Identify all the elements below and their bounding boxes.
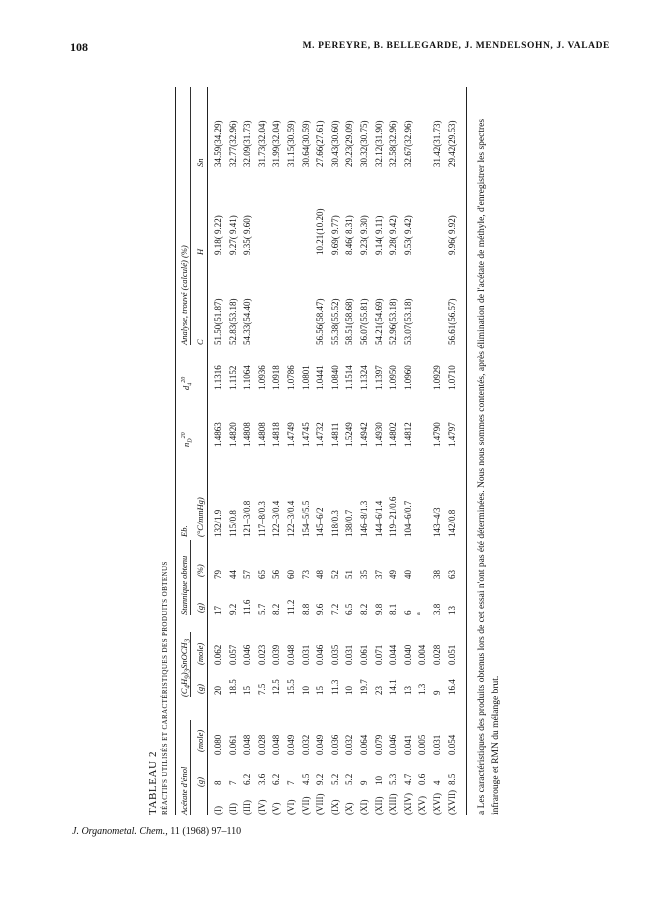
cell-stannique-pct: 52 bbox=[329, 570, 340, 579]
cell-d4: 1.0710 bbox=[446, 365, 457, 390]
header-stannique-pct: (%) bbox=[195, 564, 205, 577]
journal-name: J. Organometal. Chem., bbox=[72, 826, 168, 837]
cell-stannique-g: 5.7 bbox=[256, 603, 267, 615]
cell-anal-h: 9.23( 9.30) bbox=[359, 215, 369, 255]
cell-stannique-g: 11.6 bbox=[242, 599, 253, 615]
cell-tin-g: 14.1 bbox=[388, 679, 399, 695]
cell-acetate-g: 9 bbox=[359, 780, 369, 785]
cell-tin-g: 1.3 bbox=[417, 683, 428, 695]
cell-eb: 117–8/0.3 bbox=[256, 501, 267, 537]
cell-stannique-g: 7.2 bbox=[329, 603, 340, 615]
cell-tin-mole: 0.040 bbox=[402, 644, 413, 665]
cell-acetate-mole: 0.032 bbox=[300, 734, 311, 755]
cell-tin-mole: 0.071 bbox=[373, 644, 384, 665]
cell-tin-mole: 0.031 bbox=[300, 644, 311, 665]
cell-anal-sn: 34.59(34.29) bbox=[213, 120, 223, 167]
cell-acetate-mole: 0.036 bbox=[329, 734, 340, 755]
cell-anal-c: 52.96(53.18) bbox=[388, 298, 399, 345]
running-head bbox=[70, 40, 610, 56]
cell-anal-sn: 32.09(31.73) bbox=[242, 120, 253, 167]
cell-anal-c: 56.56(58.47) bbox=[315, 298, 326, 345]
cell-tin-g: 15.5 bbox=[286, 679, 296, 695]
cell-tin-g: 16.4 bbox=[446, 679, 457, 695]
cell-acetate-g: 5.3 bbox=[388, 773, 399, 785]
cell-stannique-pct: 73 bbox=[300, 570, 311, 579]
cell-anal-h: 10.21(10.20) bbox=[315, 208, 326, 255]
header-acetate-underline bbox=[190, 720, 191, 815]
cell-anal-h: 9.69( 9.77) bbox=[329, 215, 340, 255]
cell-acetate-g: 7 bbox=[286, 780, 296, 785]
cell-nd: 1.4749 bbox=[286, 422, 296, 447]
cell-acetate-mole: 0.079 bbox=[373, 734, 384, 755]
cell-tin-g: 18.5 bbox=[227, 679, 238, 695]
header-stannique-underline bbox=[190, 540, 191, 615]
cell-stannique-g: 6.5 bbox=[344, 603, 355, 615]
cell-tin-g: 9 bbox=[432, 690, 442, 695]
header-stannique-g: (g) bbox=[195, 603, 205, 613]
cell-nd: 1.4863 bbox=[213, 422, 223, 447]
cell-nd: 1.5249 bbox=[344, 422, 355, 447]
cell-anal-h: 9.14( 9.11) bbox=[373, 215, 384, 255]
cell-acetate-mole: 0.080 bbox=[213, 734, 223, 755]
table-label: TABLEAU 2 bbox=[147, 750, 159, 815]
cell-acetate-g: 5.2 bbox=[329, 773, 340, 785]
cell-eb: 145–6/2 bbox=[315, 507, 326, 537]
cell-eb: 115/0.8 bbox=[227, 510, 238, 537]
cell-eb: 104–6/0.7 bbox=[402, 500, 413, 537]
cell-d4: 1.0960 bbox=[402, 365, 413, 390]
cell-compound: (XV) bbox=[417, 796, 428, 815]
cell-d4: 1.0950 bbox=[388, 365, 399, 390]
header-stannique: Stannique obtenu bbox=[179, 555, 189, 615]
cell-stannique-pct: 49 bbox=[388, 570, 399, 579]
cell-stannique-g: 13 bbox=[446, 606, 457, 615]
cell-anal-h: 8.46( 8.31) bbox=[344, 215, 355, 255]
cell-compound: (II) bbox=[227, 803, 238, 815]
cell-tin-mole: 0.028 bbox=[432, 644, 442, 665]
cell-nd: 1.4942 bbox=[359, 422, 369, 447]
cell-acetate-mole: 0.048 bbox=[271, 734, 282, 755]
table-footnote: a Les caractéristiques des produits obtenus lors de cet essai n'ont pas été déterminées. Nous nous sommes contentés, après élimination de l'acétate de méthyle, d'enregistrer les spectres infrarouge et RMN du mélange brut. bbox=[477, 118, 501, 815]
cell-tin-mole: 0.044 bbox=[388, 644, 399, 665]
cell-tin-mole: 0.023 bbox=[256, 644, 267, 665]
cell-compound: (III) bbox=[242, 800, 253, 815]
cell-compound: (XIV) bbox=[402, 793, 413, 815]
cell-d4: 1.1324 bbox=[359, 365, 369, 390]
cell-acetate-g: 3.6 bbox=[256, 773, 267, 785]
cell-anal-c: 53.07(53.18) bbox=[402, 298, 413, 345]
cell-tin-mole: 0.046 bbox=[242, 644, 253, 665]
cell-eb: 146–8/1.3 bbox=[359, 500, 369, 537]
cell-anal-sn: 31.99(32.04) bbox=[271, 120, 282, 167]
cell-nd: 1.4802 bbox=[388, 422, 399, 447]
cell-tin-g: 10 bbox=[300, 686, 311, 695]
cell-tin-g: 10 bbox=[344, 686, 355, 695]
header-acetate-g: (g) bbox=[195, 777, 205, 787]
cell-nd: 1.4808 bbox=[256, 422, 267, 447]
cell-stannique-g: 9.2 bbox=[227, 603, 238, 615]
header-eb: Eb. bbox=[179, 525, 189, 537]
journal-footer bbox=[72, 826, 241, 837]
header-tin-reagent: $(C_4H_9)_3SnOCH_3$ bbox=[179, 638, 192, 697]
cell-tin-g: 13 bbox=[402, 686, 413, 695]
cell-d4: 1.0936 bbox=[256, 365, 267, 390]
cell-eb: 132/1.9 bbox=[213, 509, 223, 537]
cell-acetate-g: 5.2 bbox=[344, 773, 355, 785]
cell-tin-mole: 0.057 bbox=[227, 644, 238, 665]
cell-anal-h: 9.96( 9.92) bbox=[446, 215, 457, 255]
cell-d4: 1.0801 bbox=[300, 365, 311, 390]
cell-tin-g: 11.3 bbox=[329, 679, 340, 695]
cell-eb: 138/0.7 bbox=[344, 509, 355, 537]
cell-eb: 119–21/0.6 bbox=[388, 496, 399, 537]
rule-top bbox=[175, 87, 176, 815]
cell-stannique-g: 8.2 bbox=[359, 603, 369, 615]
cell-acetate-g: 8.5 bbox=[446, 773, 457, 785]
cell-tin-mole: 0.035 bbox=[329, 644, 340, 665]
cell-stannique-g: 6 bbox=[402, 610, 413, 615]
cell-acetate-mole: 0.031 bbox=[432, 734, 442, 755]
cell-tin-g: 19.7 bbox=[359, 679, 369, 695]
cell-stannique-pct: 65 bbox=[256, 570, 267, 579]
cell-acetate-g: 6.2 bbox=[271, 773, 282, 785]
cell-acetate-g: 9.2 bbox=[315, 773, 326, 785]
cell-stannique-g: 8.1 bbox=[388, 603, 399, 615]
header-d4: $d_4^{20}$ bbox=[181, 376, 194, 390]
cell-compound: (VIII) bbox=[315, 793, 326, 815]
cell-stannique-pct: 60 bbox=[286, 570, 296, 579]
cell-stannique-pct: 40 bbox=[402, 570, 413, 579]
cell-acetate-mole: 0.054 bbox=[446, 734, 457, 755]
cell-acetate-mole: 0.048 bbox=[242, 734, 253, 755]
cell-eb: 143–4/3 bbox=[432, 507, 442, 537]
cell-tin-mole: 0.039 bbox=[271, 644, 282, 665]
cell-anal-sn: 30.32(30.75) bbox=[359, 120, 369, 167]
header-tin-mole: (mole) bbox=[195, 642, 205, 665]
cell-acetate-g: 4.7 bbox=[402, 773, 413, 785]
cell-anal-sn: 32.12(31.90) bbox=[373, 120, 384, 167]
cell-anal-c: 56.07(55.81) bbox=[359, 298, 369, 345]
cell-compound: (XVII) bbox=[446, 790, 457, 815]
header-tin-g: (g) bbox=[195, 684, 205, 694]
cell-nd: 1.4790 bbox=[432, 422, 442, 447]
cell-anal-c: 51.50(51.87) bbox=[213, 298, 223, 345]
header-acetate: Acétate d'énol bbox=[179, 766, 189, 815]
cell-anal-c: 56.61(56.57) bbox=[446, 298, 457, 345]
header-acetate-mole: (mole) bbox=[195, 729, 205, 752]
cell-acetate-mole: 0.064 bbox=[359, 734, 369, 755]
cell-anal-c: 52.83(53.18) bbox=[227, 298, 238, 345]
cell-acetate-g: 4.5 bbox=[300, 773, 311, 785]
cell-acetate-mole: 0.049 bbox=[315, 734, 326, 755]
cell-d4: 1.0786 bbox=[286, 365, 296, 390]
cell-acetate-g: 0.6 bbox=[417, 773, 428, 785]
cell-eb: 144–6/1.4 bbox=[373, 500, 384, 537]
cell-stannique-g: a bbox=[416, 612, 423, 615]
cell-d4: 1.1514 bbox=[344, 365, 355, 390]
cell-acetate-g: 4 bbox=[432, 780, 442, 785]
cell-nd: 1.4797 bbox=[446, 422, 457, 447]
cell-tin-g: 15 bbox=[315, 686, 326, 695]
cell-d4: 1.1152 bbox=[227, 365, 238, 390]
cell-acetate-mole: 0.046 bbox=[388, 734, 399, 755]
cell-stannique-pct: 35 bbox=[359, 570, 369, 579]
cell-anal-h: 9.28( 9.42) bbox=[388, 215, 399, 255]
cell-anal-sn: 32.77(32.96) bbox=[227, 120, 238, 167]
journal-citation: 11 (1968) 97–110 bbox=[170, 826, 242, 837]
cell-stannique-pct: 44 bbox=[227, 570, 238, 579]
cell-anal-c: 55.38(55.52) bbox=[329, 298, 340, 345]
cell-tin-mole: 0.061 bbox=[359, 644, 369, 665]
cell-tin-mole: 0.046 bbox=[315, 644, 326, 665]
cell-nd: 1.4811 bbox=[329, 422, 340, 447]
cell-nd: 1.4732 bbox=[315, 422, 326, 447]
authors: M. PEREYRE, B. BELLEGARDE, J. MENDELSOHN, J. VALADE bbox=[302, 41, 610, 51]
cell-stannique-pct: 37 bbox=[373, 570, 384, 579]
cell-anal-sn: 31.15(30.59) bbox=[286, 120, 296, 167]
cell-nd: 1.4745 bbox=[300, 422, 311, 447]
cell-stannique-pct: 38 bbox=[432, 570, 442, 579]
cell-tin-g: 23 bbox=[373, 686, 384, 695]
cell-acetate-mole: 0.032 bbox=[344, 734, 355, 755]
cell-anal-sn: 29.42(29.53) bbox=[446, 120, 457, 167]
cell-anal-c: 54.21(54.69) bbox=[373, 298, 384, 345]
page-number: 108 bbox=[70, 40, 88, 54]
cell-acetate-mole: 0.049 bbox=[286, 734, 296, 755]
cell-compound: (XVI) bbox=[432, 793, 442, 815]
cell-acetate-mole: 0.005 bbox=[417, 734, 428, 755]
cell-stannique-g: 8.8 bbox=[300, 603, 311, 615]
rule-bottom bbox=[466, 87, 467, 815]
cell-compound: (XIII) bbox=[388, 793, 399, 815]
cell-anal-sn: 32.58(32.96) bbox=[388, 120, 399, 167]
cell-stannique-g: 8.2 bbox=[271, 603, 282, 615]
cell-tin-mole: 0.062 bbox=[213, 644, 223, 665]
cell-stannique-pct: 48 bbox=[315, 570, 326, 579]
cell-acetate-mole: 0.061 bbox=[227, 734, 238, 755]
cell-nd: 1.4818 bbox=[271, 422, 282, 447]
cell-tin-g: 7.5 bbox=[256, 683, 267, 695]
cell-d4: 1.1064 bbox=[242, 365, 253, 390]
cell-compound: (V) bbox=[271, 802, 282, 815]
cell-acetate-g: 6.2 bbox=[242, 773, 253, 785]
cell-anal-sn: 31.42(31.73) bbox=[432, 120, 442, 167]
cell-compound: (VI) bbox=[286, 799, 296, 815]
cell-anal-h: 9.53( 9.42) bbox=[402, 215, 413, 255]
cell-d4: 1.1397 bbox=[373, 365, 384, 390]
header-analyse-underline bbox=[190, 87, 191, 345]
cell-tin-g: 12.5 bbox=[271, 679, 282, 695]
cell-anal-sn: 31.73(32.04) bbox=[256, 120, 267, 167]
header-eb-unit: (°C/mmHg) bbox=[195, 497, 205, 537]
cell-compound: (VII) bbox=[300, 796, 311, 815]
cell-stannique-pct: 51 bbox=[344, 570, 355, 579]
cell-nd: 1.4820 bbox=[227, 422, 238, 447]
cell-compound: (X) bbox=[344, 802, 355, 815]
cell-eb: 122–3/0.4 bbox=[286, 500, 296, 537]
cell-d4: 1.0840 bbox=[329, 365, 340, 390]
cell-nd: 1.4930 bbox=[373, 422, 384, 447]
cell-d4: 1.1316 bbox=[213, 365, 223, 390]
cell-acetate-g: 8 bbox=[213, 780, 223, 785]
cell-stannique-g: 9.8 bbox=[373, 603, 384, 615]
cell-d4: 1.0929 bbox=[432, 365, 442, 390]
cell-compound: (IV) bbox=[256, 799, 267, 815]
cell-stannique-pct: 57 bbox=[242, 570, 253, 579]
cell-d4: 1.0918 bbox=[271, 365, 282, 390]
cell-anal-sn: 30.43(30.60) bbox=[329, 120, 340, 167]
cell-acetate-mole: 0.041 bbox=[402, 734, 413, 755]
cell-d4: 1.0441 bbox=[315, 365, 326, 390]
cell-stannique-g: 11.2 bbox=[286, 599, 296, 615]
header-nd: $n_D^{20}$ bbox=[181, 432, 194, 447]
cell-compound: (IX) bbox=[329, 799, 340, 815]
rule-header bbox=[207, 87, 208, 815]
cell-stannique-g: 9.6 bbox=[315, 603, 326, 615]
cell-tin-mole: 0.051 bbox=[446, 644, 457, 665]
cell-stannique-pct: 63 bbox=[446, 570, 457, 579]
cell-anal-c: 58.51(58.68) bbox=[344, 298, 355, 345]
table-title: RÉACTIFS UTILISÉS ET CARACTÉRISTIQUES DES PRODUITS OBTENUS bbox=[161, 561, 169, 815]
cell-tin-mole: 0.031 bbox=[344, 644, 355, 665]
cell-tin-g: 15 bbox=[242, 686, 253, 695]
cell-tin-mole: 0.048 bbox=[286, 644, 296, 665]
cell-nd: 1.4808 bbox=[242, 422, 253, 447]
cell-anal-sn: 29.23(29.09) bbox=[344, 120, 355, 167]
cell-acetate-mole: 0.028 bbox=[256, 734, 267, 755]
cell-eb: 142/0.8 bbox=[446, 509, 457, 537]
cell-anal-sn: 27.66(27.61) bbox=[315, 120, 326, 167]
cell-compound: (XII) bbox=[373, 796, 384, 815]
cell-compound: (I) bbox=[213, 806, 223, 815]
cell-compound: (XI) bbox=[359, 799, 369, 815]
cell-acetate-g: 10 bbox=[373, 776, 384, 785]
cell-stannique-g: 17 bbox=[213, 606, 223, 615]
header-col-c: C bbox=[195, 339, 205, 345]
cell-anal-h: 9.27( 9.41) bbox=[227, 215, 238, 255]
cell-anal-h: 9.35( 9.60) bbox=[242, 215, 253, 255]
rotated-table bbox=[145, 75, 540, 815]
header-tin-underline bbox=[190, 632, 191, 697]
cell-stannique-pct: 79 bbox=[213, 570, 223, 579]
cell-eb: 122–3/0.4 bbox=[271, 500, 282, 537]
cell-tin-g: 20 bbox=[213, 686, 223, 695]
table-block bbox=[145, 75, 540, 815]
cell-eb: 121–3/0.8 bbox=[242, 500, 253, 537]
cell-stannique-pct: 56 bbox=[271, 570, 282, 579]
cell-nd: 1.4812 bbox=[402, 422, 413, 447]
cell-acetate-g: 7 bbox=[227, 780, 238, 785]
cell-tin-mole: 0.004 bbox=[417, 644, 428, 665]
cell-anal-sn: 30.64(30.59) bbox=[300, 120, 311, 167]
cell-eb: 154–5/5.5 bbox=[300, 500, 311, 537]
header-analyse: Analyse, trouvé (calculé) (%) bbox=[179, 245, 189, 345]
cell-anal-h: 9.18( 9.22) bbox=[213, 215, 223, 255]
cell-eb: 118/0.3 bbox=[329, 510, 340, 537]
header-col-sn: Sn bbox=[195, 158, 205, 167]
cell-stannique-g: 3.8 bbox=[432, 603, 442, 615]
header-col-h: H bbox=[195, 248, 205, 255]
cell-anal-c: 54.33(54.40) bbox=[242, 298, 253, 345]
cell-anal-sn: 32.67(32.96) bbox=[402, 120, 413, 167]
